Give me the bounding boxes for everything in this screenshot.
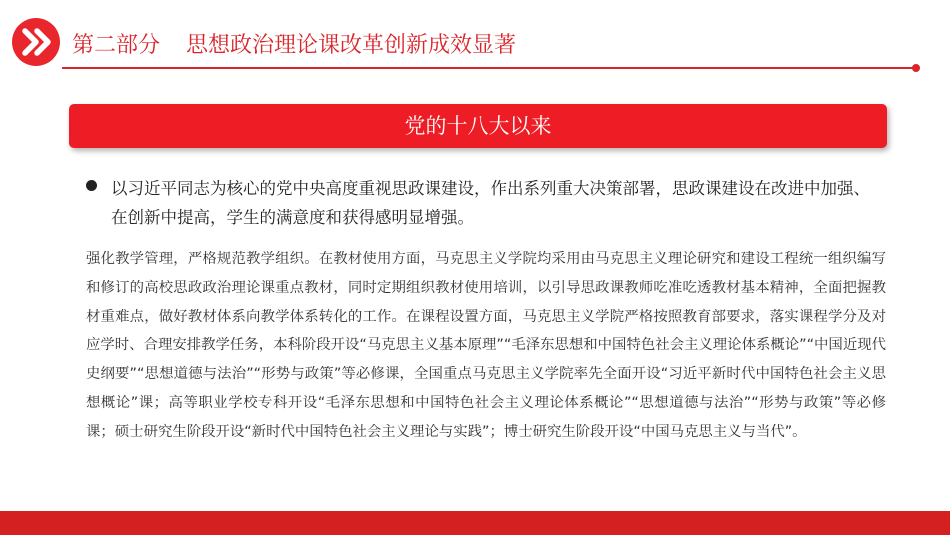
page-title — [72, 30, 516, 62]
lead-text: 以习近平同志为核心的党中央高度重视思政课建设，作出系列重大决策部署，思政课建设在改进中加强、在创新中提高，学生的满意度和获得感明显增强。 — [111, 179, 870, 227]
section-label: 第二部分 — [72, 33, 161, 58]
logo-chevrons-graphic — [12, 18, 60, 66]
double-chevron-right-icon — [12, 18, 60, 66]
topic-banner — [69, 104, 887, 148]
header-divider — [62, 67, 915, 69]
lead-paragraph — [86, 174, 886, 232]
topic-banner-text: 党的十八大以来 — [404, 114, 552, 138]
bullet-icon — [86, 180, 97, 191]
header-divider-dot — [912, 64, 920, 72]
footer-bar — [0, 511, 950, 535]
section-title: 思想政治理论课改革创新成效显著 — [186, 33, 517, 58]
body-paragraph: 强化教学管理，严格规范教学组织。在教材使用方面，马克思主义学院均采用由马克思主义理论研究和建设工程统一组织编写和修订的高校思政政治理论课重点教材，同时定期组织教材使用培训，以引导思政课教师吃准吃透教材基本精神，全面把握教材重难点，做好教材体系向教学体系转化的工作。在课程设置方面，马克思主义学院严格按照教育部要求，落实课程学分及对应学时、合理安排教学任务，本科阶段开设“马克思主义基本原理”“毛泽东思想和中国特色社会主义理论体系概论”“中国近现代史纲要”“思想道德与法治”“形势与政策”等必修课，全国重点马克思主义学院率先全面开设“习近平新时代中国特色社会主义思想概论”课；高等职业学校专科开设“毛泽东思想和中国特色社会主义理论体系概论”“思想道德与法治”“形势与政策”等必修课；硕士研究生阶段开设“新时代中国特色社会主义理论与实践”；博士研究生阶段开设“中国马克思主义与当代”。 — [86, 251, 886, 440]
